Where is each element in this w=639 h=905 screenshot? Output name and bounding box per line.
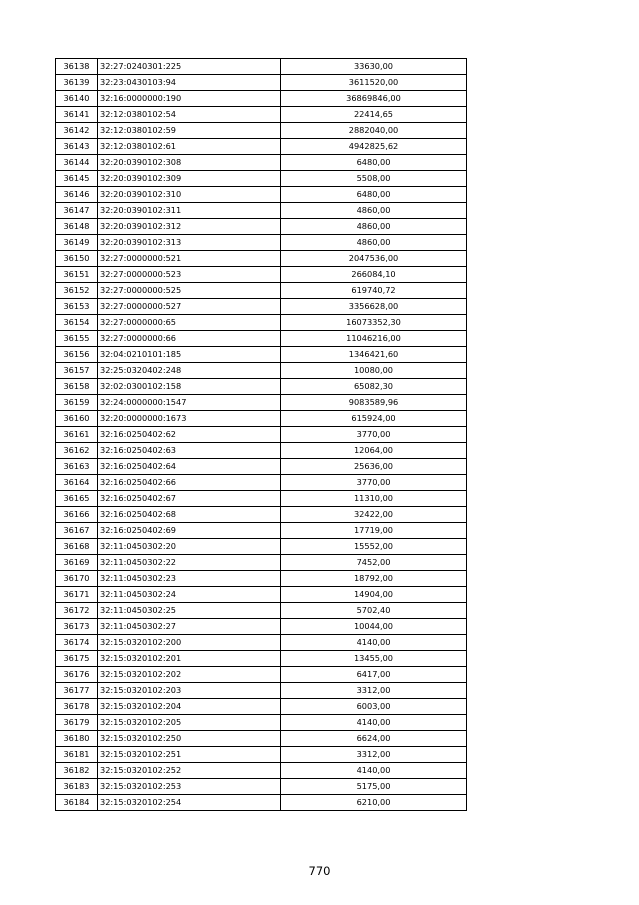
table-row bbox=[56, 715, 467, 731]
table-row bbox=[56, 331, 467, 347]
table-row bbox=[56, 635, 467, 651]
value-cell: 18792,00 bbox=[281, 571, 467, 587]
row-number-cell: 36174 bbox=[56, 635, 98, 651]
row-number-cell: 36169 bbox=[56, 555, 98, 571]
value-cell: 3770,00 bbox=[281, 427, 467, 443]
value-cell: 3356628,00 bbox=[281, 299, 467, 315]
cadastral-number-cell: 32:27:0000000:527 bbox=[98, 299, 281, 315]
row-number-cell: 36180 bbox=[56, 731, 98, 747]
value-cell: 12064,00 bbox=[281, 443, 467, 459]
cadastral-number-cell: 32:27:0000000:66 bbox=[98, 331, 281, 347]
value-cell: 4860,00 bbox=[281, 219, 467, 235]
row-number-cell: 36158 bbox=[56, 379, 98, 395]
row-number-cell: 36162 bbox=[56, 443, 98, 459]
table-row bbox=[56, 571, 467, 587]
cadastral-number-cell: 32:27:0000000:521 bbox=[98, 251, 281, 267]
table-row bbox=[56, 91, 467, 107]
value-cell: 4140,00 bbox=[281, 763, 467, 779]
cadastral-number-cell: 32:27:0000000:65 bbox=[98, 315, 281, 331]
row-number-cell: 36175 bbox=[56, 651, 98, 667]
value-cell: 6210,00 bbox=[281, 795, 467, 811]
value-cell: 3312,00 bbox=[281, 747, 467, 763]
value-cell: 36869846,00 bbox=[281, 91, 467, 107]
row-number-cell: 36161 bbox=[56, 427, 98, 443]
cadastral-number-cell: 32:15:0320102:201 bbox=[98, 651, 281, 667]
table-row bbox=[56, 459, 467, 475]
row-number-cell: 36138 bbox=[56, 59, 98, 75]
table-body bbox=[56, 59, 467, 811]
row-number-cell: 36181 bbox=[56, 747, 98, 763]
value-cell: 25636,00 bbox=[281, 459, 467, 475]
data-table bbox=[55, 58, 467, 811]
row-number-cell: 36154 bbox=[56, 315, 98, 331]
value-cell: 10080,00 bbox=[281, 363, 467, 379]
table-row bbox=[56, 363, 467, 379]
cadastral-number-cell: 32:11:0450302:24 bbox=[98, 587, 281, 603]
cadastral-number-cell: 32:20:0390102:309 bbox=[98, 171, 281, 187]
cadastral-number-cell: 32:20:0390102:308 bbox=[98, 155, 281, 171]
cadastral-number-cell: 32:16:0000000:190 bbox=[98, 91, 281, 107]
cadastral-number-cell: 32:15:0320102:254 bbox=[98, 795, 281, 811]
value-cell: 4860,00 bbox=[281, 203, 467, 219]
cadastral-number-cell: 32:15:0320102:203 bbox=[98, 683, 281, 699]
table-row bbox=[56, 107, 467, 123]
table-row bbox=[56, 539, 467, 555]
cadastral-number-cell: 32:11:0450302:22 bbox=[98, 555, 281, 571]
table-row bbox=[56, 427, 467, 443]
cadastral-number-cell: 32:20:0390102:311 bbox=[98, 203, 281, 219]
row-number-cell: 36177 bbox=[56, 683, 98, 699]
row-number-cell: 36139 bbox=[56, 75, 98, 91]
cadastral-number-cell: 32:16:0250402:62 bbox=[98, 427, 281, 443]
row-number-cell: 36144 bbox=[56, 155, 98, 171]
row-number-cell: 36184 bbox=[56, 795, 98, 811]
cadastral-number-cell: 32:16:0250402:69 bbox=[98, 523, 281, 539]
table-row bbox=[56, 763, 467, 779]
row-number-cell: 36155 bbox=[56, 331, 98, 347]
row-number-cell: 36140 bbox=[56, 91, 98, 107]
cadastral-number-cell: 32:16:0250402:67 bbox=[98, 491, 281, 507]
value-cell: 615924,00 bbox=[281, 411, 467, 427]
value-cell: 4140,00 bbox=[281, 635, 467, 651]
cadastral-number-cell: 32:11:0450302:23 bbox=[98, 571, 281, 587]
cadastral-number-cell: 32:15:0320102:253 bbox=[98, 779, 281, 795]
cadastral-number-cell: 32:12:0380102:59 bbox=[98, 123, 281, 139]
row-number-cell: 36159 bbox=[56, 395, 98, 411]
table-row bbox=[56, 267, 467, 283]
value-cell: 3611520,00 bbox=[281, 75, 467, 91]
value-cell: 11310,00 bbox=[281, 491, 467, 507]
row-number-cell: 36171 bbox=[56, 587, 98, 603]
table-row bbox=[56, 203, 467, 219]
table-row bbox=[56, 411, 467, 427]
table-row bbox=[56, 667, 467, 683]
cadastral-number-cell: 32:20:0000000:1673 bbox=[98, 411, 281, 427]
cadastral-number-cell: 32:20:0390102:312 bbox=[98, 219, 281, 235]
table-row bbox=[56, 747, 467, 763]
table-row bbox=[56, 347, 467, 363]
cadastral-number-cell: 32:16:0250402:66 bbox=[98, 475, 281, 491]
cadastral-number-cell: 32:27:0000000:523 bbox=[98, 267, 281, 283]
row-number-cell: 36176 bbox=[56, 667, 98, 683]
row-number-cell: 36183 bbox=[56, 779, 98, 795]
table-row bbox=[56, 283, 467, 299]
row-number-cell: 36170 bbox=[56, 571, 98, 587]
value-cell: 22414,65 bbox=[281, 107, 467, 123]
row-number-cell: 36149 bbox=[56, 235, 98, 251]
table-row bbox=[56, 219, 467, 235]
table-row bbox=[56, 379, 467, 395]
table-row bbox=[56, 187, 467, 203]
table-row bbox=[56, 651, 467, 667]
row-number-cell: 36147 bbox=[56, 203, 98, 219]
table-row bbox=[56, 299, 467, 315]
table-row bbox=[56, 699, 467, 715]
value-cell: 3770,00 bbox=[281, 475, 467, 491]
row-number-cell: 36168 bbox=[56, 539, 98, 555]
value-cell: 4942825,62 bbox=[281, 139, 467, 155]
cadastral-number-cell: 32:12:0380102:54 bbox=[98, 107, 281, 123]
value-cell: 14904,00 bbox=[281, 587, 467, 603]
table-row bbox=[56, 491, 467, 507]
cadastral-number-cell: 32:15:0320102:205 bbox=[98, 715, 281, 731]
value-cell: 6480,00 bbox=[281, 187, 467, 203]
cadastral-number-cell: 32:16:0250402:63 bbox=[98, 443, 281, 459]
value-cell: 4140,00 bbox=[281, 715, 467, 731]
cadastral-number-cell: 32:24:0000000:1547 bbox=[98, 395, 281, 411]
row-number-cell: 36172 bbox=[56, 603, 98, 619]
row-number-cell: 36164 bbox=[56, 475, 98, 491]
table-row bbox=[56, 315, 467, 331]
row-number-cell: 36148 bbox=[56, 219, 98, 235]
value-cell: 9083589,96 bbox=[281, 395, 467, 411]
table-row bbox=[56, 59, 467, 75]
value-cell: 11046216,00 bbox=[281, 331, 467, 347]
row-number-cell: 36173 bbox=[56, 619, 98, 635]
cadastral-number-cell: 32:12:0380102:61 bbox=[98, 139, 281, 155]
value-cell: 266084,10 bbox=[281, 267, 467, 283]
row-number-cell: 36160 bbox=[56, 411, 98, 427]
cadastral-number-cell: 32:15:0320102:251 bbox=[98, 747, 281, 763]
value-cell: 4860,00 bbox=[281, 235, 467, 251]
row-number-cell: 36178 bbox=[56, 699, 98, 715]
row-number-cell: 36166 bbox=[56, 507, 98, 523]
cadastral-number-cell: 32:25:0320402:248 bbox=[98, 363, 281, 379]
value-cell: 16073352,30 bbox=[281, 315, 467, 331]
row-number-cell: 36163 bbox=[56, 459, 98, 475]
row-number-cell: 36182 bbox=[56, 763, 98, 779]
value-cell: 6624,00 bbox=[281, 731, 467, 747]
value-cell: 6480,00 bbox=[281, 155, 467, 171]
cadastral-number-cell: 32:11:0450302:25 bbox=[98, 603, 281, 619]
table-row bbox=[56, 443, 467, 459]
value-cell: 33630,00 bbox=[281, 59, 467, 75]
row-number-cell: 36150 bbox=[56, 251, 98, 267]
row-number-cell: 36153 bbox=[56, 299, 98, 315]
table-row bbox=[56, 555, 467, 571]
value-cell: 6417,00 bbox=[281, 667, 467, 683]
cadastral-number-cell: 32:11:0450302:20 bbox=[98, 539, 281, 555]
table-row bbox=[56, 795, 467, 811]
table-row bbox=[56, 587, 467, 603]
value-cell: 5175,00 bbox=[281, 779, 467, 795]
value-cell: 65082,30 bbox=[281, 379, 467, 395]
table-row bbox=[56, 75, 467, 91]
table-row bbox=[56, 123, 467, 139]
value-cell: 6003,00 bbox=[281, 699, 467, 715]
cadastral-number-cell: 32:15:0320102:252 bbox=[98, 763, 281, 779]
cadastral-number-cell: 32:04:0210101:185 bbox=[98, 347, 281, 363]
value-cell: 2882040,00 bbox=[281, 123, 467, 139]
table-row bbox=[56, 779, 467, 795]
table-row bbox=[56, 235, 467, 251]
row-number-cell: 36142 bbox=[56, 123, 98, 139]
row-number-cell: 36167 bbox=[56, 523, 98, 539]
table-row bbox=[56, 395, 467, 411]
value-cell: 5508,00 bbox=[281, 171, 467, 187]
cadastral-number-cell: 32:16:0250402:68 bbox=[98, 507, 281, 523]
cadastral-number-cell: 32:20:0390102:310 bbox=[98, 187, 281, 203]
table-row bbox=[56, 155, 467, 171]
cadastral-number-cell: 32:20:0390102:313 bbox=[98, 235, 281, 251]
cadastral-number-cell: 32:27:0000000:525 bbox=[98, 283, 281, 299]
cadastral-number-cell: 32:15:0320102:250 bbox=[98, 731, 281, 747]
row-number-cell: 36143 bbox=[56, 139, 98, 155]
cadastral-number-cell: 32:27:0240301:225 bbox=[98, 59, 281, 75]
table-row bbox=[56, 139, 467, 155]
row-number-cell: 36145 bbox=[56, 171, 98, 187]
table-row bbox=[56, 475, 467, 491]
row-number-cell: 36141 bbox=[56, 107, 98, 123]
page-number: 770 bbox=[308, 864, 331, 878]
row-number-cell: 36179 bbox=[56, 715, 98, 731]
row-number-cell: 36146 bbox=[56, 187, 98, 203]
row-number-cell: 36157 bbox=[56, 363, 98, 379]
cadastral-number-cell: 32:15:0320102:202 bbox=[98, 667, 281, 683]
value-cell: 1346421,60 bbox=[281, 347, 467, 363]
value-cell: 619740,72 bbox=[281, 283, 467, 299]
value-cell: 5702,40 bbox=[281, 603, 467, 619]
cadastral-number-cell: 32:16:0250402:64 bbox=[98, 459, 281, 475]
value-cell: 10044,00 bbox=[281, 619, 467, 635]
cadastral-number-cell: 32:23:0430103:94 bbox=[98, 75, 281, 91]
value-cell: 15552,00 bbox=[281, 539, 467, 555]
row-number-cell: 36152 bbox=[56, 283, 98, 299]
value-cell: 32422,00 bbox=[281, 507, 467, 523]
cadastral-number-cell: 32:15:0320102:200 bbox=[98, 635, 281, 651]
cadastral-number-cell: 32:02:0300102:158 bbox=[98, 379, 281, 395]
value-cell: 3312,00 bbox=[281, 683, 467, 699]
value-cell: 17719,00 bbox=[281, 523, 467, 539]
table-row bbox=[56, 731, 467, 747]
value-cell: 13455,00 bbox=[281, 651, 467, 667]
table-row bbox=[56, 171, 467, 187]
table-row bbox=[56, 507, 467, 523]
value-cell: 7452,00 bbox=[281, 555, 467, 571]
row-number-cell: 36165 bbox=[56, 491, 98, 507]
table-row bbox=[56, 251, 467, 267]
cadastral-number-cell: 32:15:0320102:204 bbox=[98, 699, 281, 715]
row-number-cell: 36156 bbox=[56, 347, 98, 363]
row-number-cell: 36151 bbox=[56, 267, 98, 283]
value-cell: 2047536,00 bbox=[281, 251, 467, 267]
table-row bbox=[56, 683, 467, 699]
cadastral-number-cell: 32:11:0450302:27 bbox=[98, 619, 281, 635]
table-row bbox=[56, 603, 467, 619]
table-row bbox=[56, 523, 467, 539]
table-row bbox=[56, 619, 467, 635]
